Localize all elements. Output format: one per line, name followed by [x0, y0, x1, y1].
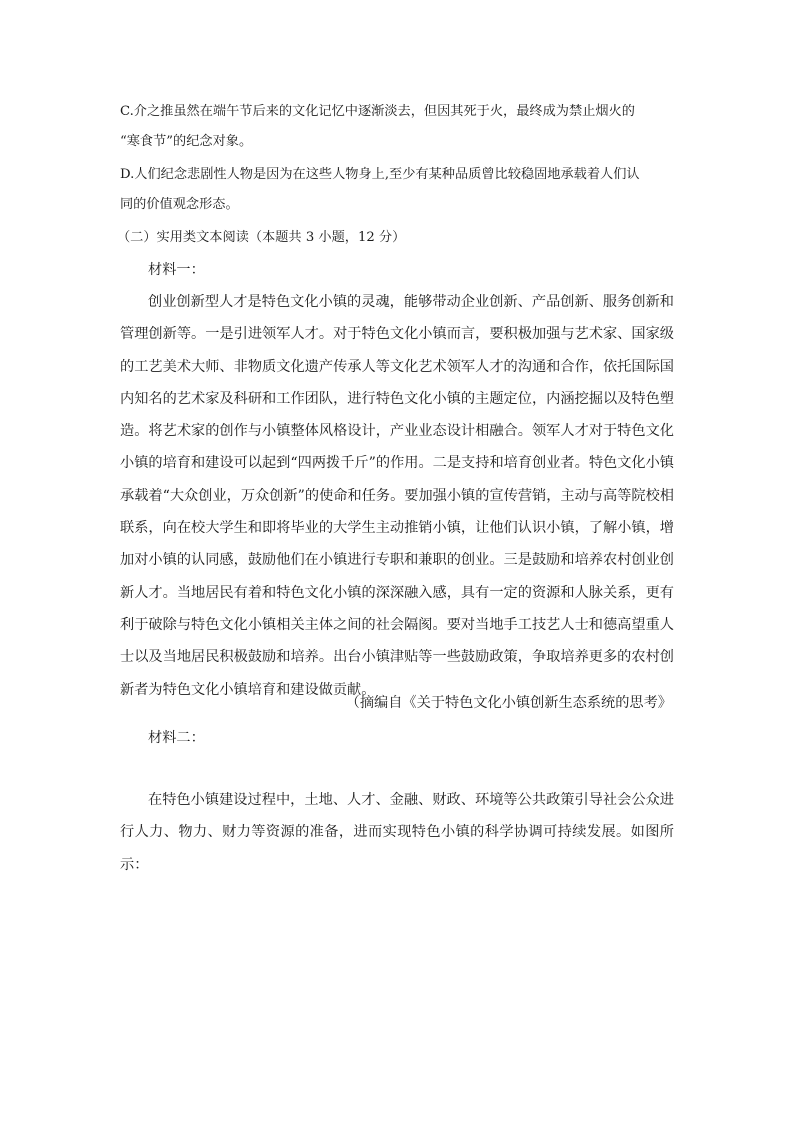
material1-source: （摘编自《关于特色文化小镇创新生态系统的思考》 [345, 695, 672, 711]
material2-label: 材料二： [148, 730, 205, 746]
material1-body: 创业创新型人才是特色文化小镇的灵魂，能够带动企业创新、产品创新、服务创新和管理创新等。一是引进领军人才。对于特色文化小镇而言，要积极加强与艺术家、国家级的工艺美术大师、非物质文化遗产传承人等文化艺术领军人才的沟通和合作，依托国际国内知名的艺术家及科研和工作团队，进行特色文化小镇的主题定位，内涵挖掘以及特色塑造。将艺术家的创作与小镇整体风格设计，产业业态设计相融合。领军人才对于特色文化小镇的培育和建设可以起到“四两拨千斤”的作用。二是支持和培育创业者。特色文化小镇承载着“大众创业，万众创新”的使命和任务。要加强小镇的宣传营销，主动与高等院校相联系，向在校大学生和即将毕业的大学生主动推销小镇，让他们认识小镇，了解小镇，增加对小镇的认同感，鼓励他们在小镇进行专职和兼职的创业。三是鼓励和培养农村创业创新人才。当地居民有着和特色文化小镇的深深融入感，具有一定的资源和人脉关系，更有利于破除与特色文化小镇相关主体之间的社会隔阂。要对当地手工技艺人士和德高望重人士以及当地居民积极鼓励和培养。出台小镇津贴等一些鼓励政策，争取培养更多的农村创新者为特色文化小镇培育和建设做贡献。 [120, 294, 674, 698]
section-heading: （二）实用类文本阅读（本题共 3 小题，12 分） [117, 230, 406, 245]
option-c-line2: “寒食节”的纪念对象。 [120, 134, 253, 149]
option-d-line1: D.人们纪念悲剧性人物是因为在这些人物身上,至少有某种品质曾比较稳固地承载着人们认 [120, 167, 640, 182]
material1-label: 材料一： [148, 262, 205, 278]
option-c-line1: C.介之推虽然在端午节后来的文化记忆中逐渐淡去，但因其死于火，最终成为禁止烟火的 [120, 104, 635, 119]
material2-body: 在特色小镇建设过程中，土地、人才、金融、财政、环境等公共政策引导社会公众进行人力、物力、财力等资源的准备，进而实现特色小镇的科学协调可持续发展。如图所示： [120, 792, 674, 873]
option-d-line2: 同的价值观念形态。 [120, 197, 239, 212]
